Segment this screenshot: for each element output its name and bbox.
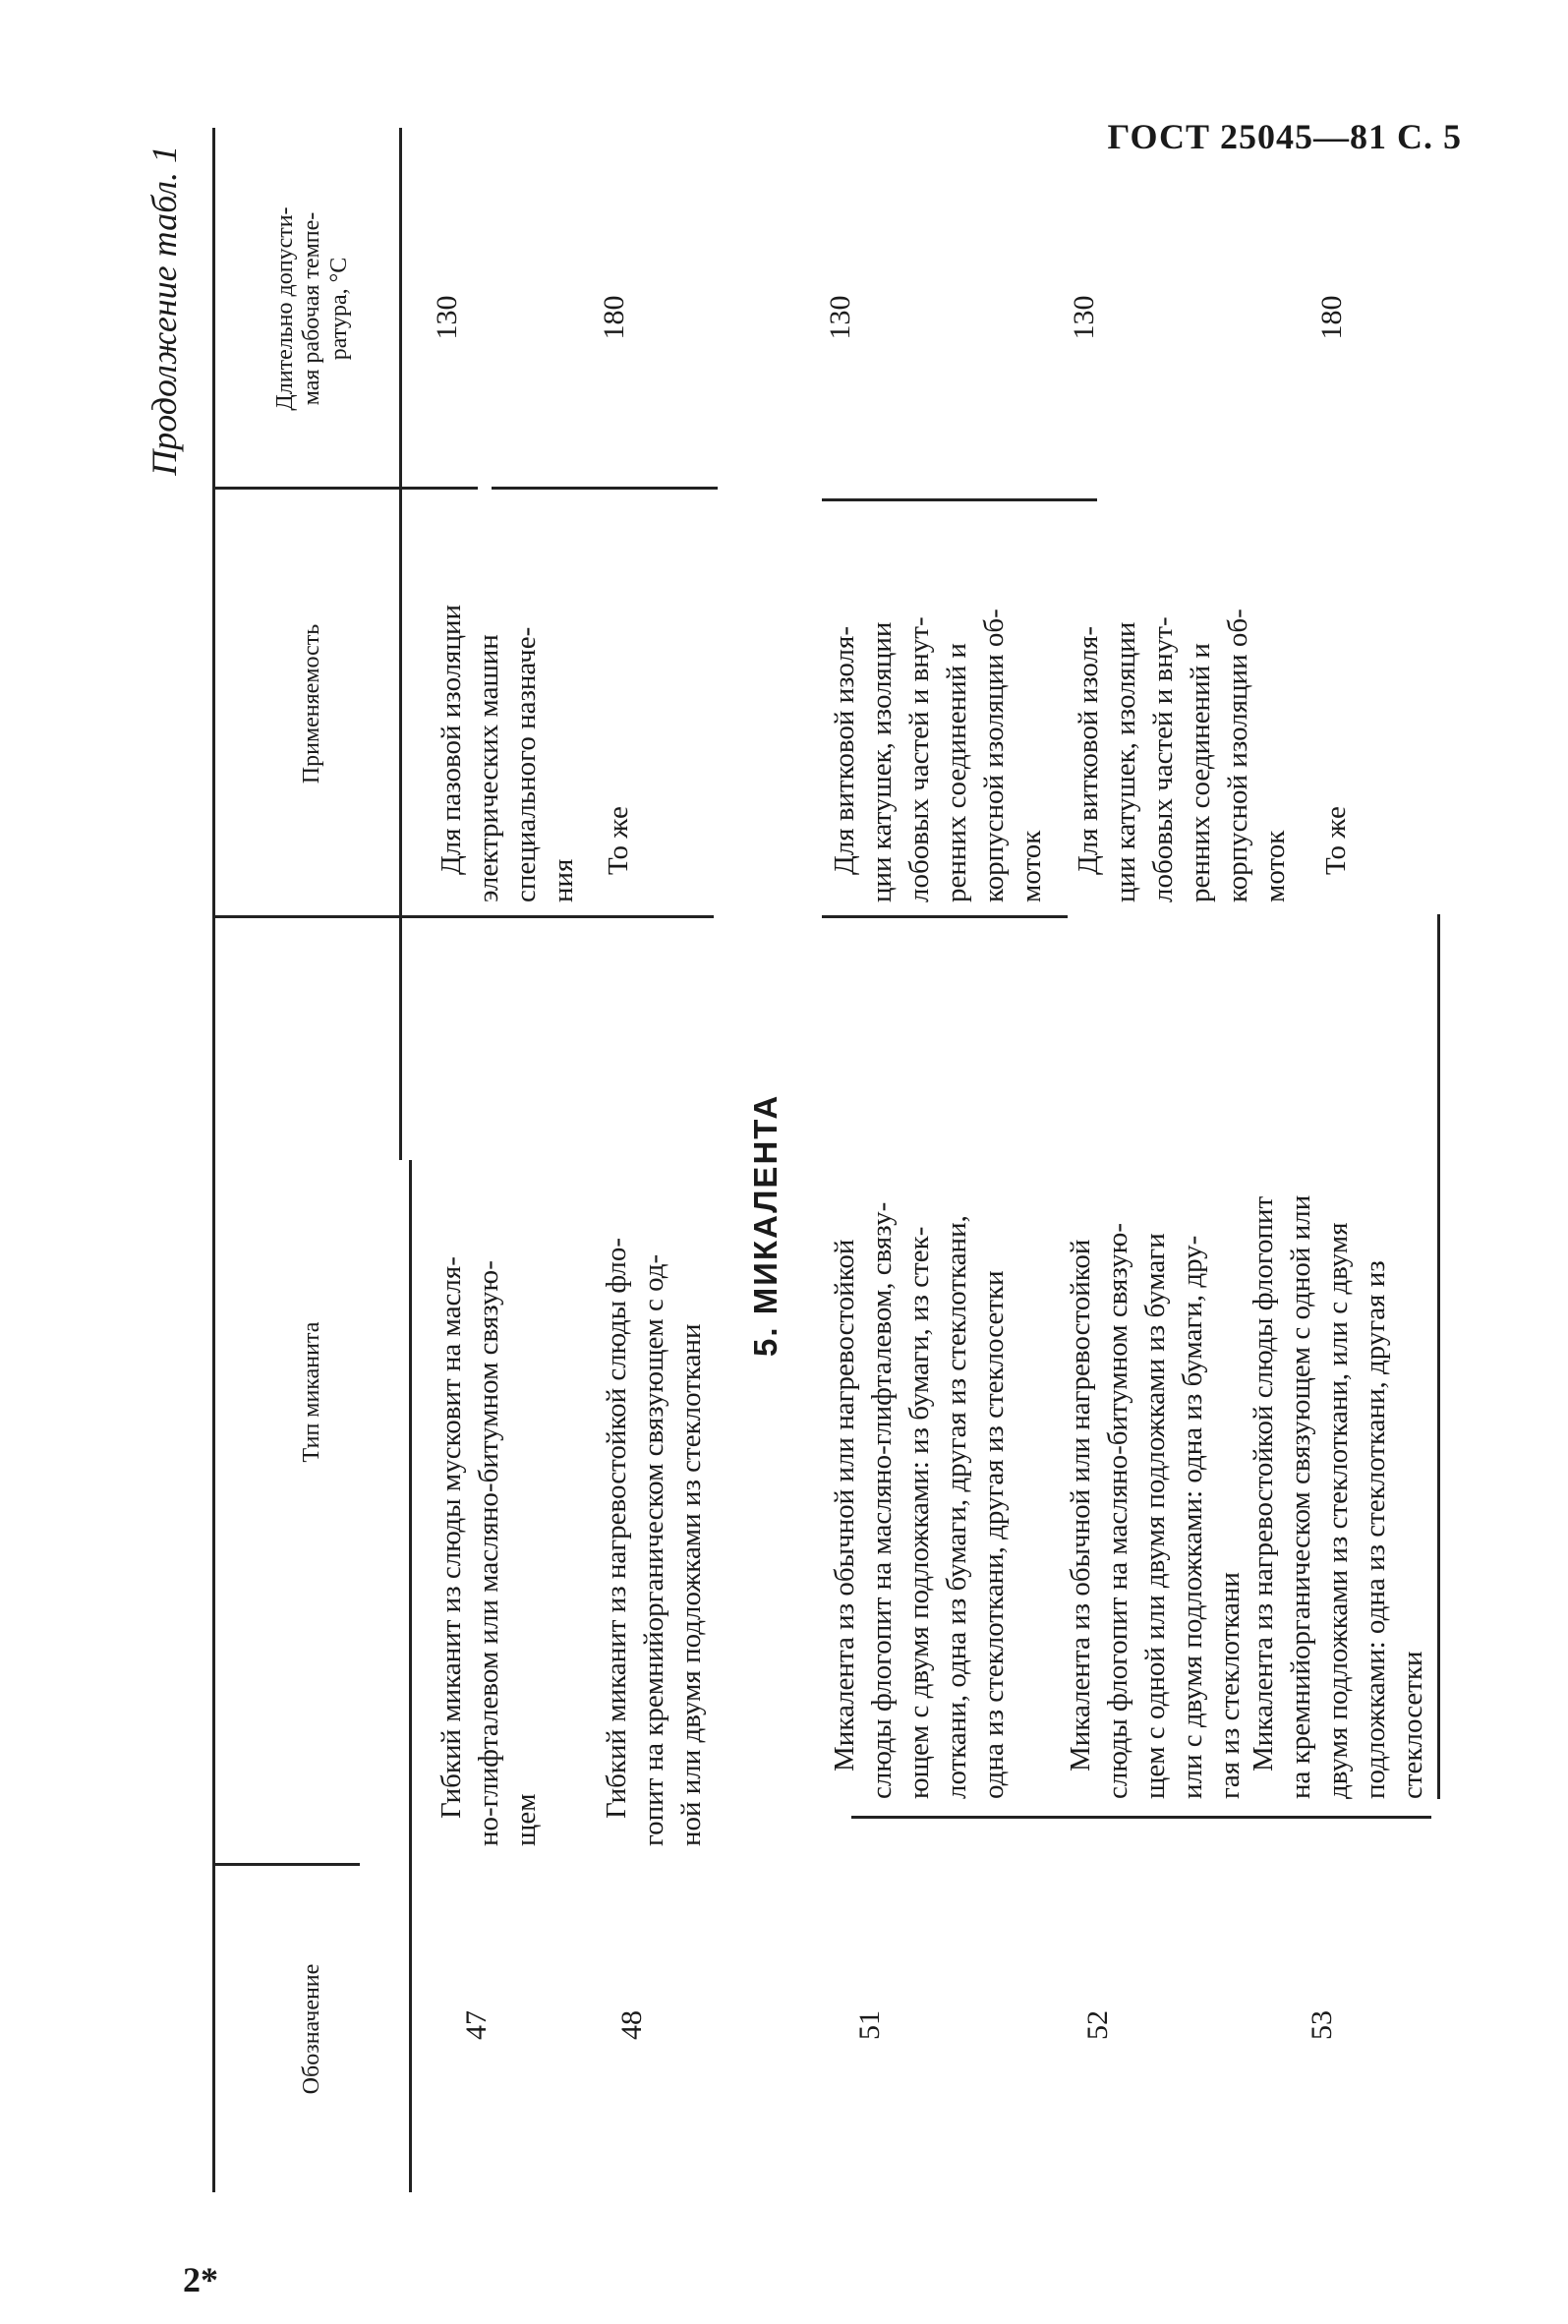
type-line: но-глифталевом или масляно-битумном связую- [473, 1260, 504, 1846]
type-line: или с двумя подложками: одна из бумаги, дру- [1177, 1235, 1208, 1799]
header-type-text: Тип миканита [299, 1321, 325, 1463]
row-applicability [826, 513, 1050, 902]
type-line: одна из стеклоткани, другая из стеклосетки [978, 1270, 1010, 1799]
row-designation: 52 [1081, 2010, 1114, 2040]
row-type-description [1062, 942, 1249, 1799]
row-applicability [1070, 513, 1294, 902]
type-line: щем [510, 1793, 542, 1846]
applicability-line: Для витковой изоля- [1073, 626, 1104, 875]
column-rule-2-lower [822, 915, 1068, 918]
row-temperature: 130 [824, 295, 856, 340]
row-type-description [598, 942, 710, 1846]
type-line: слюды флогопит на масляно-глифталевом, связу- [866, 1201, 898, 1799]
applicability-line: Для пазовой изоляции [436, 604, 467, 875]
row-type-description [433, 942, 545, 1846]
applicability-line: Для витковой изоля- [829, 626, 860, 875]
type-line: Микалента из нагревостойкой слюды флогопит [1248, 1195, 1279, 1772]
type-line: Гибкий миканит из слюды мусковит на масля- [436, 1256, 467, 1819]
row-designation: 48 [615, 2010, 648, 2040]
column-rule-3-lower [822, 498, 1097, 501]
applicability-line: лобовых частей и внут- [903, 616, 935, 902]
applicability-line: корпусной изоляции об- [978, 609, 1010, 902]
type-line: гая из стеклоткани [1214, 1572, 1246, 1799]
type-line: двумя подложками из стеклоткани, или с двумя [1322, 1222, 1354, 1799]
row-type-description [1245, 942, 1431, 1799]
row-applicability [600, 505, 637, 902]
row-designation: 53 [1306, 2010, 1338, 2040]
applicability-line: моток [1016, 830, 1047, 902]
applicability-line: специального назначе- [510, 626, 542, 902]
type-line: на кремнийорганическом связующем с одной или [1285, 1194, 1316, 1799]
column-rule-1-lower [851, 1816, 1431, 1819]
header-bottom-rule-left [409, 1160, 412, 2192]
applicability-line: лобовых частей и внут- [1147, 616, 1179, 902]
table-bottom-rule [1437, 914, 1440, 1799]
row-designation: 51 [853, 2010, 886, 2040]
row-designation: 47 [460, 2010, 493, 2040]
header-applicability-text: Применяемость [299, 623, 325, 784]
applicability-line: ния [548, 858, 579, 902]
applicability-line: корпусной изоляции об- [1222, 609, 1253, 902]
column-header-designation [224, 1866, 401, 2192]
row-temperature: 180 [1315, 295, 1348, 340]
row-applicability [433, 505, 582, 902]
applicability-line: электрических машин [473, 634, 504, 902]
column-header-temperature [224, 128, 401, 490]
applicability-line: ции катушек, изоляции [866, 621, 898, 902]
applicability-line: ции катушек, изоляции [1110, 621, 1141, 902]
column-header-applicability [224, 490, 401, 918]
type-line: лоткани, одна из бумаги, другая из стеклоткани, [941, 1215, 972, 1799]
row-type-description [826, 942, 1013, 1799]
applicability-line: То же [1320, 806, 1352, 875]
rotated-table [138, 128, 1455, 2192]
type-line: Микалента из обычной или нагревостойкой [1065, 1239, 1096, 1772]
applicability-line: То же [603, 806, 634, 875]
applicability-line: ренних соединений и [1185, 643, 1216, 902]
continuation-label: Продолжение табл. 1 [145, 145, 184, 476]
section-title: 5. МИКАЛЕНТА [747, 1093, 784, 1357]
applicability-line: ренних соединений и [941, 643, 972, 902]
header-designation-text: Обозначение [299, 1963, 325, 2095]
type-line: гопит на кремнийорганическом связующем с од- [638, 1253, 669, 1846]
type-line: стеклосетки [1397, 1651, 1428, 1799]
header-temperature-line: Длительно допусти- [271, 206, 298, 411]
table-top-rule [212, 128, 215, 2192]
header-temperature-line: ратура, °С [325, 257, 352, 361]
type-line: подложками: одна из стеклоткани, другая из [1360, 1260, 1391, 1799]
type-line: Микалента из обычной или нагревостойкой [829, 1239, 860, 1772]
page-header: ГОСТ 25045—81 С. 5 [1107, 117, 1462, 156]
type-line: ной или двумя подложками из стеклоткани [675, 1323, 707, 1846]
row-temperature: 130 [1068, 295, 1100, 340]
type-line: слюды флогопит на масляно-битумном связую- [1102, 1222, 1133, 1799]
row-applicability [1317, 513, 1355, 902]
column-header-type [224, 918, 401, 1866]
header-temperature-line: мая рабочая темпе- [299, 211, 325, 406]
type-line: щем с одной или двумя подложками из бумаги [1139, 1233, 1171, 1799]
type-line: Гибкий миканит из нагревостойкой слюды фло- [601, 1237, 632, 1819]
applicability-line: моток [1259, 830, 1291, 902]
row-temperature: 180 [598, 295, 630, 340]
row-temperature: 130 [431, 295, 463, 340]
type-line: ющем с двумя подложками: из бумаги, из стек- [903, 1226, 935, 1799]
page-mark: 2* [183, 2260, 218, 2299]
